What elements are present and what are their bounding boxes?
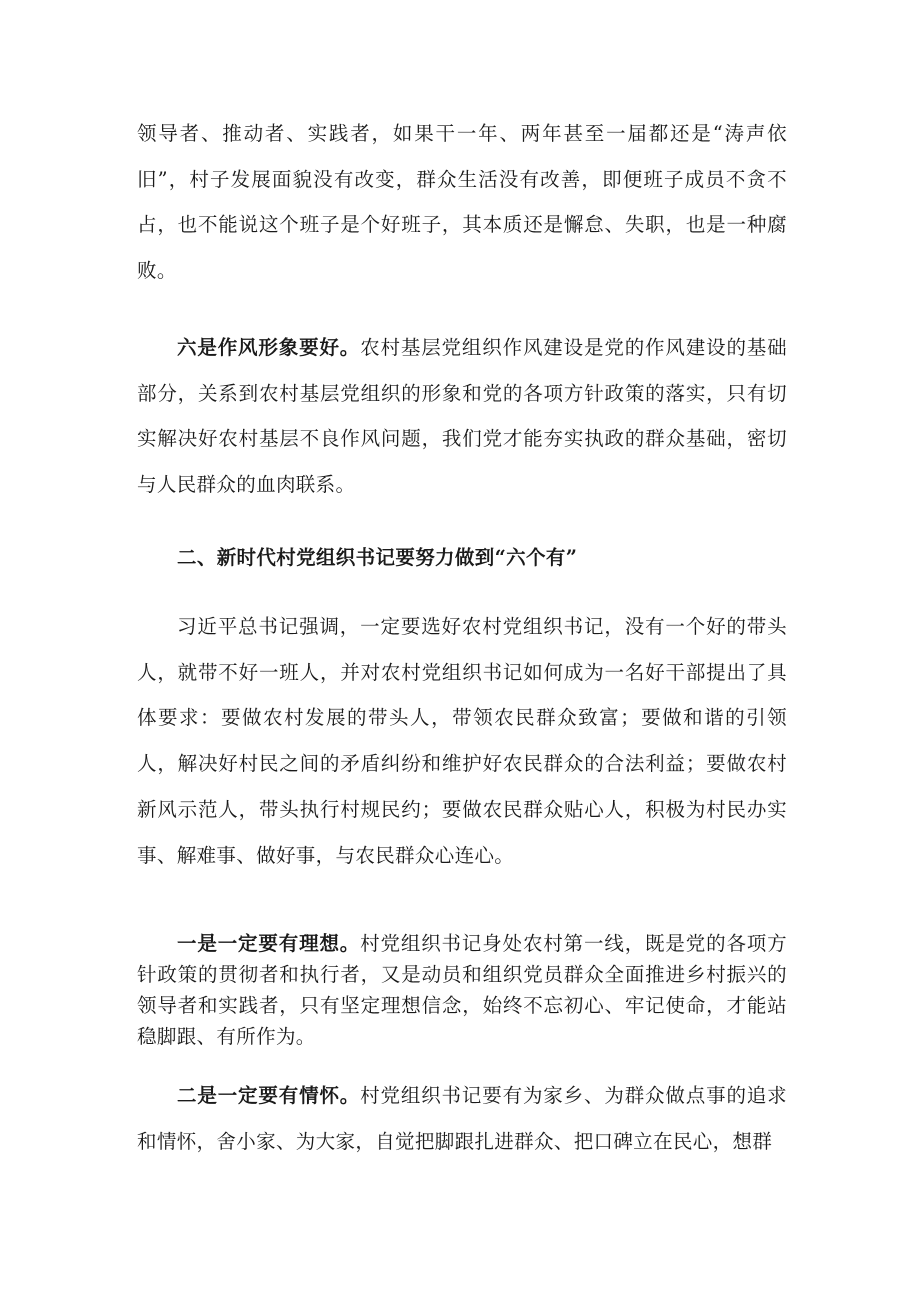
paragraph-text: 村党组织书记身处农村第一线，既是党的各项方针政策的贯彻者和执行者，又是动员和组织党员群众全面推进乡村振兴的领导者和实践者，只有坚定理想信念，始终不忘初心、牢记使命，才能站稳脚跟、有所作为。 bbox=[137, 932, 787, 1048]
paragraph-ideal bbox=[137, 928, 787, 1052]
paragraph-text: 习近平总书记强调，一定要选好农村党组织书记，没有一个好的带头人，就带不好一班人，并对农村党组织书记如何成为一名好干部提出了具体要求：要做农村发展的带头人，带领农民群众致富；要做和谐的引领人，解决好村民之间的矛盾纠纷和维护好农民群众的合法利益；要做农村新风示范人，带头执行村规民约；要做农民群众贴心人，积极为村民办实事、解难事、做好事，与农民群众心连心。 bbox=[137, 615, 787, 867]
paragraph-continuation bbox=[137, 111, 787, 294]
paragraph-text: 村党组织书记要有为家乡、为群众做点事的追求和情怀，舍小家、为大家，自觉把脚跟扎进群众、把口碑立在民心，想群 bbox=[137, 1084, 787, 1153]
paragraph-text: 领导者、推动者、实践者，如果干一年、两年甚至一届都还是“涛声依旧”，村子发展面貌没有改变，群众生活没有改善，即便班子成员不贪不占，也不能说这个班子是个好班子，其本质还是懈怠、失职，也是一种腐败。 bbox=[137, 122, 787, 283]
section-heading: 二、新时代村党组织书记要努力做到“六个有” bbox=[177, 546, 578, 569]
paragraph-style-image bbox=[137, 325, 787, 508]
paragraph-lead: 二是一定要有情怀。 bbox=[177, 1084, 361, 1107]
paragraph-lead: 六是作风形象要好。 bbox=[177, 336, 361, 359]
paragraph-feelings bbox=[137, 1073, 787, 1164]
paragraph-requirements bbox=[137, 604, 787, 878]
paragraph-text: 农村基层党组织作风建设是党的作风建设的基础部分，关系到农村基层党组织的形象和党的各项方针政策的落实，只有切实解决好农村基层不良作风问题，我们党才能夯实执政的群众基础，密切与人民群众的血肉联系。 bbox=[137, 336, 787, 497]
paragraph-lead: 一是一定要有理想。 bbox=[177, 932, 361, 955]
